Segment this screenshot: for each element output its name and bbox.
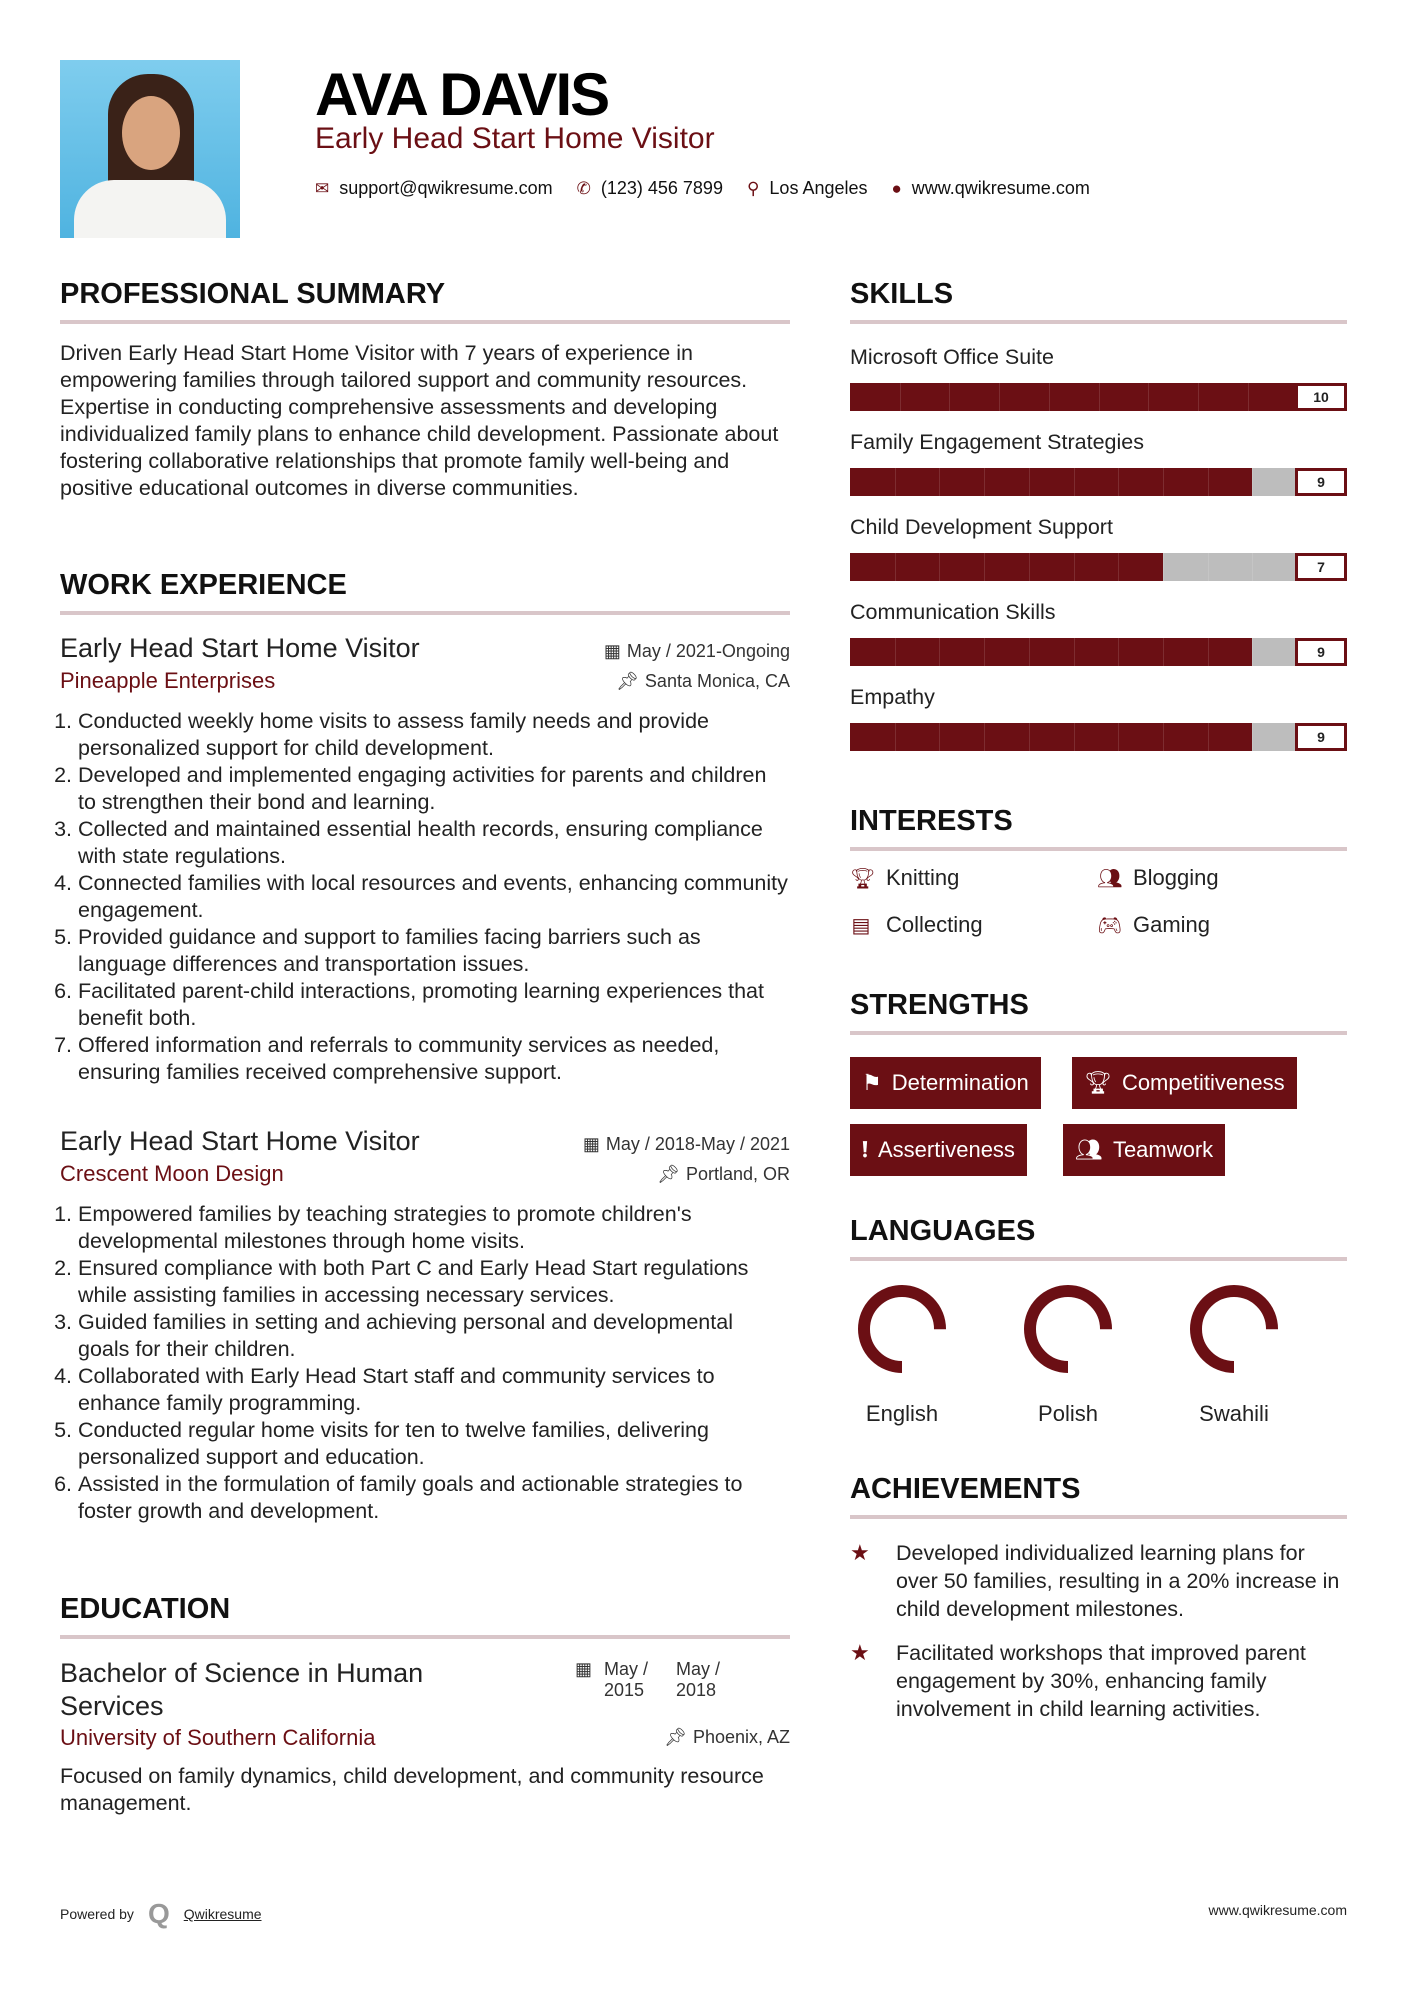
skill-score: 9 [1295,723,1347,751]
interest-label: Knitting [886,865,960,890]
skill-score: 7 [1295,553,1347,581]
skill-bar [850,383,1347,411]
skill-bar-fill [850,468,1252,496]
job-location: Santa Monica, CA [644,671,790,691]
candidate-name: AVA DAVIS [315,61,609,128]
skill-label: Communication Skills [850,600,1056,624]
pin-icon: 📌︎ [616,671,639,691]
profile-photo [60,60,240,238]
job-bullet: 2. Ensured compliance with both Part C and Early Head Start regulations while assisting families in accessing necessary services. [78,1255,790,1309]
section-heading: WORK EXPERIENCE [60,569,347,601]
language-level-ring [1022,1283,1114,1375]
skill-item [850,514,1347,581]
section-heading: INTERESTS [850,805,1013,837]
strengths-section [850,989,1347,1189]
skill-score: 9 [1295,468,1347,496]
interest-label: Gaming [1133,912,1211,937]
job-bullet: 1. Empowered families by teaching strategies to promote children's developmental milestones through home visits. [78,1201,790,1255]
footer-site[interactable]: www.qwikresume.com [1208,1902,1347,1918]
divider [60,320,790,324]
strength-chip [850,1124,1027,1176]
interest-item [850,865,959,891]
job-location: Portland, OR [685,1164,790,1184]
strength-chip [1072,1057,1297,1109]
skill-bar-fill [850,553,1163,581]
skill-label: Child Development Support [850,515,1113,539]
job-bullet: 2. Developed and implemented engaging activities for parents and children to strengthen their bond and learning. [78,762,790,816]
job-bullet: 7. Offered information and referrals to community services as needed, ensuring families received comprehensive support. [78,1032,790,1086]
job-bullet: 6. Facilitated parent-child interactions, promoting learning experiences that benefit both. [78,978,790,1032]
edu-start: May / 2015 [604,1659,649,1700]
flag-icon: ⚑ [862,1070,882,1095]
pin-icon: 📌︎ [664,1727,687,1747]
candidate-title: Early Head Start Home Visitor [315,122,715,155]
summary-text: Driven Early Head Start Home Visitor with 7 years of experience in empowering families through tailored support and community resources. Expertise in conducting comprehensive assessments and developing individualized family plans to enhance child development. Passionate about fostering collaborative relationships that promote family well-being and positive educational outcomes in diverse communities. [60,341,779,500]
skill-score: 9 [1295,638,1347,666]
skill-score: 10 [1295,383,1347,411]
skill-bar [850,468,1347,496]
strength-label: Assertiveness [877,1137,1015,1162]
skill-item [850,599,1347,666]
divider [60,1635,790,1639]
achievement-item [850,1539,1347,1623]
edu-location: Phoenix, AZ [692,1727,790,1747]
skill-item [850,429,1347,496]
language-item [1154,1283,1314,1427]
powered-by: Powered by [60,1906,134,1922]
calendar-icon: ▦ [603,641,621,661]
company: Pineapple Enterprises [60,668,276,693]
globe-icon: ● [891,178,902,198]
skill-bar-fill [850,638,1252,666]
achievement-text: Facilitated workshops that improved parent engagement by 30%, enhancing family involvement in child learning activities. [896,1641,1306,1721]
job-bullet: 4. Collaborated with Early Head Start staff and community services to enhance family programming. [78,1363,790,1417]
location: Los Angeles [769,178,868,198]
education-section [60,1593,790,1817]
contact-bar [315,178,1090,199]
job-bullet: 1. Conducted weekly home visits to assess family needs and provide personalized support for child development. [78,708,790,762]
language-item [988,1283,1148,1427]
interest-label: Blogging [1133,865,1219,890]
archive-icon: ▤ [851,914,871,937]
website[interactable]: www.qwikresume.com [911,178,1090,198]
skill-item [850,344,1347,411]
trophy-icon: 🏆︎ [1084,1070,1112,1095]
skill-bar [850,553,1347,581]
job-bullet: 4. Connected families with local resources and events, enhancing community engagement. [78,870,790,924]
divider [850,1515,1347,1519]
strength-chip [1063,1124,1225,1176]
language-label: English [865,1401,939,1426]
job-entry [60,633,790,1086]
skill-bar [850,638,1347,666]
job-bullet: 5. Provided guidance and support to families facing barriers such as language differences and transportation issues. [78,924,790,978]
skill-item [850,684,1347,751]
interests-section [850,805,1347,965]
job-date: May / 2021-Ongoing [626,641,790,661]
divider [850,1257,1347,1261]
achievements-section [850,1473,1347,1733]
divider [850,847,1347,851]
summary-section [60,278,790,502]
interest-item [1097,912,1210,938]
skill-label: Empathy [850,685,935,709]
section-heading: PROFESSIONAL SUMMARY [60,278,446,310]
shooting-star-icon: ★ [850,1540,870,1565]
achievement-item [850,1639,1347,1723]
strength-label: Teamwork [1112,1137,1214,1162]
degree: Bachelor of Science in Human Services [60,1658,424,1721]
job-bullet: 3. Collected and maintained essential health records, ensuring compliance with state regulations. [78,816,790,870]
users-icon: 👥︎ [1075,1137,1103,1162]
job-title: Early Head Start Home Visitor [60,633,420,663]
calendar-icon: ▦ [582,1134,600,1154]
job-bullet: 3. Guided families in setting and achieving personal and developmental goals for their children. [78,1309,790,1363]
skills-section [850,278,1347,769]
job-date: May / 2018-May / 2021 [605,1134,790,1154]
strength-label: Competitiveness [1121,1070,1285,1095]
section-heading: SKILLS [850,278,954,310]
section-heading: EDUCATION [60,1593,231,1625]
interest-item [1097,865,1219,891]
section-heading: STRENGTHS [850,989,1029,1021]
job-bullet: 5. Conducted regular home visits for ten to twelve families, delivering personalized support and education. [78,1417,790,1471]
skill-bar-fill [850,723,1252,751]
strength-chip [850,1057,1041,1109]
divider [850,320,1347,324]
map-marker-icon: ⚲ [746,178,760,198]
language-level-ring [856,1283,948,1375]
qwikresume-logo-icon: Q [147,1898,170,1929]
divider [60,611,790,615]
language-label: Swahili [1199,1401,1269,1426]
language-level-ring [1188,1283,1280,1375]
language-item [822,1283,982,1427]
skill-bar [850,723,1347,751]
section-heading: ACHIEVEMENTS [850,1473,1081,1505]
strength-label: Determination [891,1070,1029,1095]
skill-label: Microsoft Office Suite [850,345,1054,369]
interest-label: Collecting [886,912,983,937]
school: University of Southern California [60,1725,376,1750]
edu-description: Focused on family dynamics, child development, and community resource management. [60,1764,764,1815]
gamepad-icon: 🎮︎ [1097,914,1123,937]
languages-section [850,1215,1347,1435]
exclamation-icon: ❗︎ [862,1137,868,1162]
skill-label: Family Engagement Strategies [850,430,1144,454]
job-entry [60,1126,790,1525]
edu-end: May / 2018 [676,1659,721,1700]
users-icon: 👥︎ [1097,867,1123,890]
job-title: Early Head Start Home Visitor [60,1126,420,1156]
shooting-star-icon: ★ [850,1640,870,1665]
job-bullet: 6. Assisted in the formulation of family goals and actionable strategies to foster growth and development. [78,1471,790,1525]
brand-link[interactable]: Qwikresume [183,1906,262,1922]
email[interactable]: support@qwikresume.com [339,178,553,198]
phone-icon: ✆ [576,178,591,198]
footer-powered [60,1898,262,1930]
phone: (123) 456 7899 [600,178,723,198]
experience-section [60,569,790,615]
company: Crescent Moon Design [60,1161,284,1186]
calendar-icon: ▦ [575,1659,593,1679]
divider [850,1031,1347,1035]
interest-item [850,912,983,938]
envelope-icon: ✉ [315,178,330,198]
section-heading: LANGUAGES [850,1215,1036,1247]
achievement-text: Developed individualized learning plans for over 50 families, resulting in a 20% increase in child development milestones. [896,1541,1340,1621]
trophy-icon: 🏆︎ [850,867,876,890]
language-label: Polish [1038,1401,1098,1426]
pin-icon: 📌︎ [657,1164,680,1184]
